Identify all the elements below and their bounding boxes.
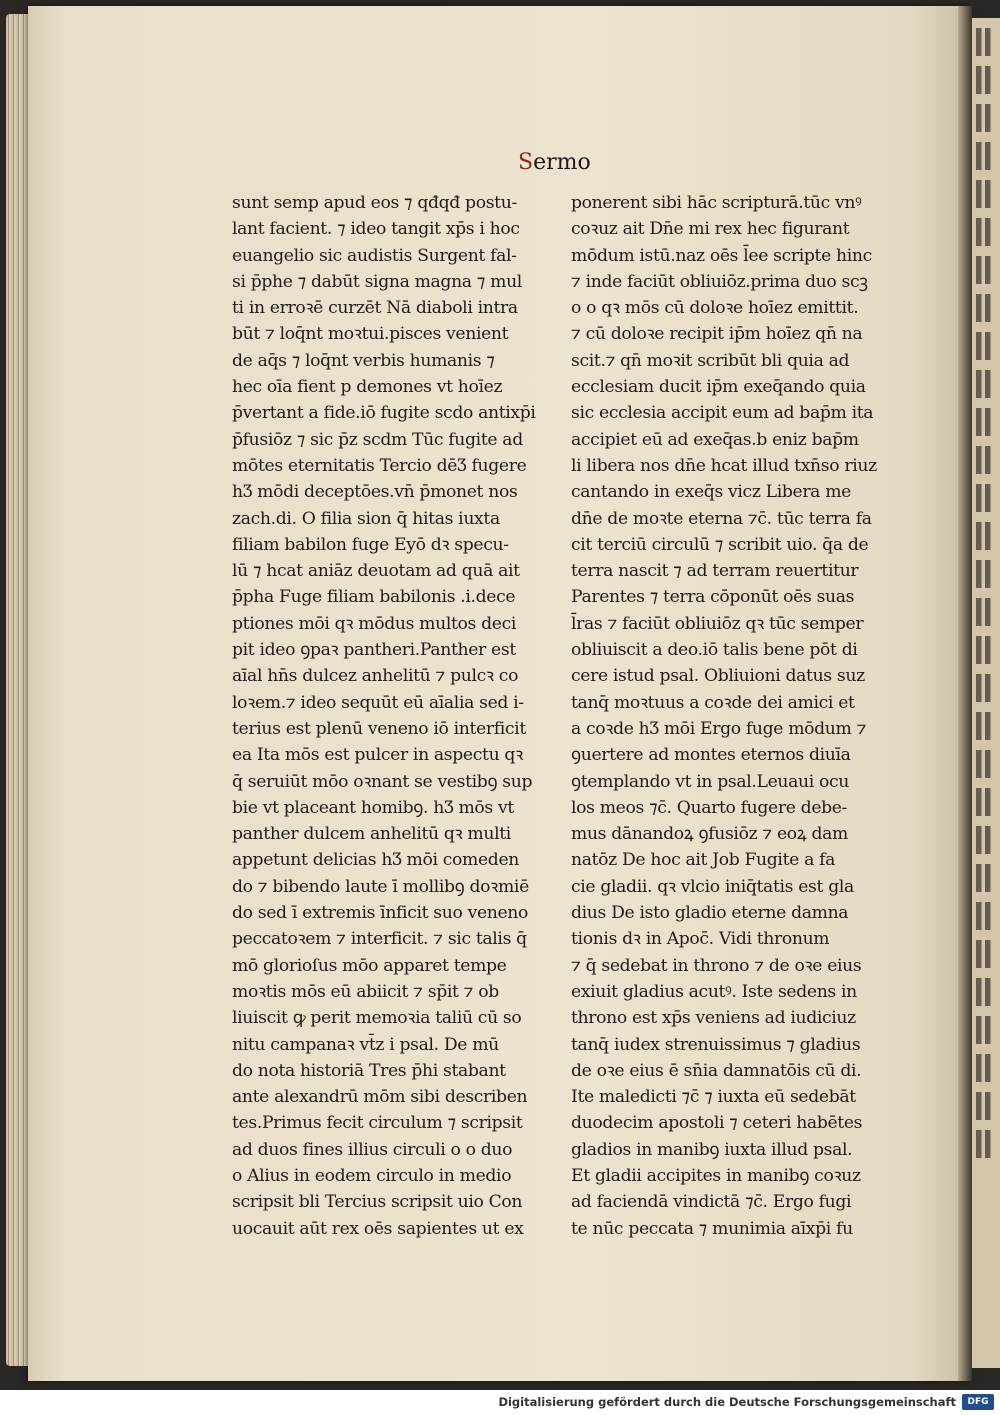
facing-page-edge — [972, 18, 1000, 1368]
text-line: ⁊ cū doloꝛe recipit ip̄m hoīez qn̄ na — [571, 324, 863, 345]
text-line: throno est xp̄s veniens ad iudiciuz — [571, 1008, 856, 1029]
text-line: moꝛtis mōs eū abiicit ⁊ sp̄it ⁊ ob — [232, 981, 499, 1002]
text-line: pit ideo ꝯpaꝛ pantheri.Panther est — [232, 640, 516, 661]
book-gutter — [958, 6, 972, 1381]
text-line: euangelio sic audistis Surgent fal- — [232, 245, 517, 266]
text-line: Ite maledicti ⁊c̄ ⁊ iuxta eū sedebāt — [571, 1087, 856, 1108]
text-line: natōz De hoc ait Job Fugite a fa — [571, 850, 835, 871]
text-line: obliuiscit a deo.iō talis bene pōt di — [571, 640, 858, 661]
text-line: lū ⁊ hcat aniāz deuotam ad quā ait — [232, 561, 520, 582]
text-line: aīal hn̄s dulcez anhelitū ⁊ pulcꝛ co — [232, 666, 519, 687]
text-line: mōdum istū.naz oēs l̄ee scripte hinc — [571, 245, 872, 266]
text-line: nitu campanaꝛ vt̄z i psal. De mū — [232, 1034, 499, 1055]
text-line: p̄pha Fuge filiam babilonis .i.dece — [232, 587, 516, 608]
text-line: ptiones mōi qꝛ mōdus multos deci — [232, 613, 516, 634]
text-line: de oꝛe eius ē sn̄ia damnatōis cū di. — [571, 1060, 862, 1081]
text-line: ad faciendā vindictā ⁊c̄. Ergo fugi — [571, 1192, 852, 1213]
text-line: lant facient. ⁊ ideo tangit xp̄s i hoc — [232, 219, 520, 240]
text-line: sic ecclesia accipit eum ad bap̄m ita — [571, 403, 874, 424]
text-line: terius est plenū veneno iō interficit — [232, 718, 526, 739]
text-line: scripsit bli Tercius scripsit uio Con — [232, 1192, 523, 1213]
dfg-logo: DFG — [962, 1394, 994, 1410]
text-line: dn̄e de moꝛte eterna ⁊c̄. tūc terra fa — [571, 508, 872, 529]
text-line: do sed ī extremis īnficit suo veneno — [232, 903, 529, 924]
text-line: los meos ⁊c̄. Quarto fugere debe- — [571, 797, 848, 818]
text-line: cit terciū circulū ⁊ scribit uio. q̄a de — [571, 534, 869, 555]
text-line: gladios in manibꝯ iuxta illud psal. — [571, 1139, 853, 1160]
text-line: uocauit aūt rex oēs sapientes ut ex — [232, 1218, 524, 1239]
text-line: li libera nos dn̄e hcat illud txn̄so riuz — [571, 455, 877, 476]
text-line: do ⁊ bibendo laute ī mollibꝯ doꝛmiē — [232, 876, 529, 897]
text-line: si p̄phe ⁊ dabūt signa magna ⁊ mul — [232, 271, 522, 292]
text-line: ad duos fines illius circuli o o duo — [232, 1139, 513, 1160]
text-line: tanq̄ iudex strenuissimus ⁊ gladius — [571, 1034, 861, 1055]
text-line: tes.Primus fecit circulum ⁊ scripsit — [232, 1113, 523, 1134]
text-line: ponerent sibi hāc scripturā.tūc vnꝰ — [571, 193, 862, 213]
text-line: ⁊ q̄ sedebat in throno ⁊ de oꝛe eius — [571, 955, 862, 976]
text-line: o o qꝛ mōs cū doloꝛe hoīez emittit. — [571, 298, 859, 319]
text-line: zach.di. O filia sion q̄ hitas iuxta — [232, 508, 500, 529]
text-line: cantando in exeq̄s vicz Libera me — [571, 482, 851, 503]
text-line: cere istud psal. Obliuioni datus suz — [571, 666, 865, 687]
text-line: tionis dꝛ in Apoc̄. Vidi thronum — [571, 929, 830, 950]
text-line: hec oīa fient p demones vt hoīez — [232, 377, 503, 398]
text-line: tanq̄ moꝛtuus a coꝛde dei amici et — [571, 692, 855, 713]
text-line: p̄fusiōz ⁊ sic p̄z scdm Tūc fugite ad — [232, 429, 523, 450]
text-line: sunt semp apud eos ⁊ qđqđ postu- — [232, 193, 517, 213]
text-line: do nota historiā Tres p̄hi stabant — [232, 1060, 506, 1081]
text-line: accipiet eū ad exeq̄as.b eniz bap̄m — [571, 429, 859, 450]
text-line: exiuit gladius acutꝰ. Iste sedens in — [571, 981, 857, 1002]
text-line: duodecim apostoli ⁊ ceteri habētes — [571, 1113, 863, 1134]
text-line: filiam babilon fuge Eyō dꝛ specu- — [232, 534, 509, 555]
text-line: liuiscit ꝙ perit memoꝛia taliū cū so — [232, 1008, 522, 1029]
text-line: ⁊ inde faciūt obliuiōz.prima duo scꝫ — [571, 271, 868, 292]
text-line: o Alius in eodem circulo in medio — [232, 1165, 512, 1186]
text-line: mus dānandoꝝ ꝯfusiōz ⁊ eoꝝ dam — [571, 824, 848, 845]
text-line: ecclesiam ducit ip̄m exeq̄ando quia — [571, 377, 866, 398]
text-line: de aq̄s ⁊ loq̄nt verbis humanis ⁊ — [232, 350, 495, 371]
text-line: p̄vertant a fide.iō fugite scdo antixp̄i — [232, 403, 536, 424]
text-line: Parentes ⁊ terra cōponūt oēs suas — [571, 587, 855, 608]
text-line: ꝯtemplando vt in psal.Leuaui ocu — [571, 771, 850, 792]
footer-bar — [0, 1390, 1000, 1415]
text-line: l̄ras ⁊ faciūt obliuiōz qꝛ tūc semper — [571, 613, 864, 634]
text-line: peccatoꝛem ⁊ interficit. ⁊ sic talis q̄ — [232, 929, 527, 950]
text-line: appetunt delicias hƷ mōi comeden — [232, 850, 519, 871]
text-line: cie gladii. qꝛ vlcio iniq̄tatis est gla — [571, 876, 854, 897]
funding-notice: Digitalisierung gefördert durch die Deutsche Forschungsgemeinschaft — [498, 1395, 956, 1409]
header-rubric-initial: S — [518, 150, 534, 175]
text-line: loꝛem.⁊ ideo sequūt eū aīalia sed i- — [232, 692, 524, 713]
text-line: coꝛuz ait Dn̄e mi rex hec figurant — [571, 219, 850, 240]
right-text-column — [571, 190, 891, 1242]
header-text: ermo — [533, 150, 591, 175]
text-line: scit.⁊ qn̄ moꝛit scribūt bli quia ad — [571, 350, 850, 371]
text-line: hƷ mōdi deceptōes.vn̄ p̄monet nos — [232, 482, 518, 503]
text-line: ꝯuertere ad montes eternos diuīa — [571, 745, 851, 766]
text-line: terra nascit ⁊ ad terram reuertitur — [571, 561, 859, 582]
text-line: panther dulcem anhelitū qꝛ multi — [232, 824, 511, 845]
text-line: mō glorioſus mōo apparet tempe — [232, 955, 507, 976]
text-line: a coꝛde hƷ mōi Ergo fuge mōdum ⁊ — [571, 718, 867, 739]
text-line: būt ⁊ loq̄nt moꝛtui.pisces venient — [232, 324, 509, 345]
text-line: mōtes eternitatis Tercio dēƷ fugere — [232, 455, 527, 476]
text-line: q̄ seruiūt mōo oꝛnant se vestibꝯ sup — [232, 771, 533, 792]
left-text-column — [232, 190, 552, 1242]
text-line: ante alexandrū mōm sibi describen — [232, 1087, 528, 1108]
text-line: ti in erroꝛē curzēt Nā diaboli intra — [232, 298, 518, 319]
text-line: bie vt placeant homibꝯ. hƷ mōs vt — [232, 797, 514, 818]
running-header — [518, 150, 598, 175]
text-line: Et gladii accipites in manibꝯ coꝛuz — [571, 1165, 861, 1186]
text-line: dius De isto gladio eterne damna — [571, 903, 849, 924]
text-line: te nūc peccata ⁊ munimia aīxp̄i fu — [571, 1218, 853, 1239]
text-line: ea Ita mōs est pulcer in aspectu qꝛ — [232, 745, 523, 766]
